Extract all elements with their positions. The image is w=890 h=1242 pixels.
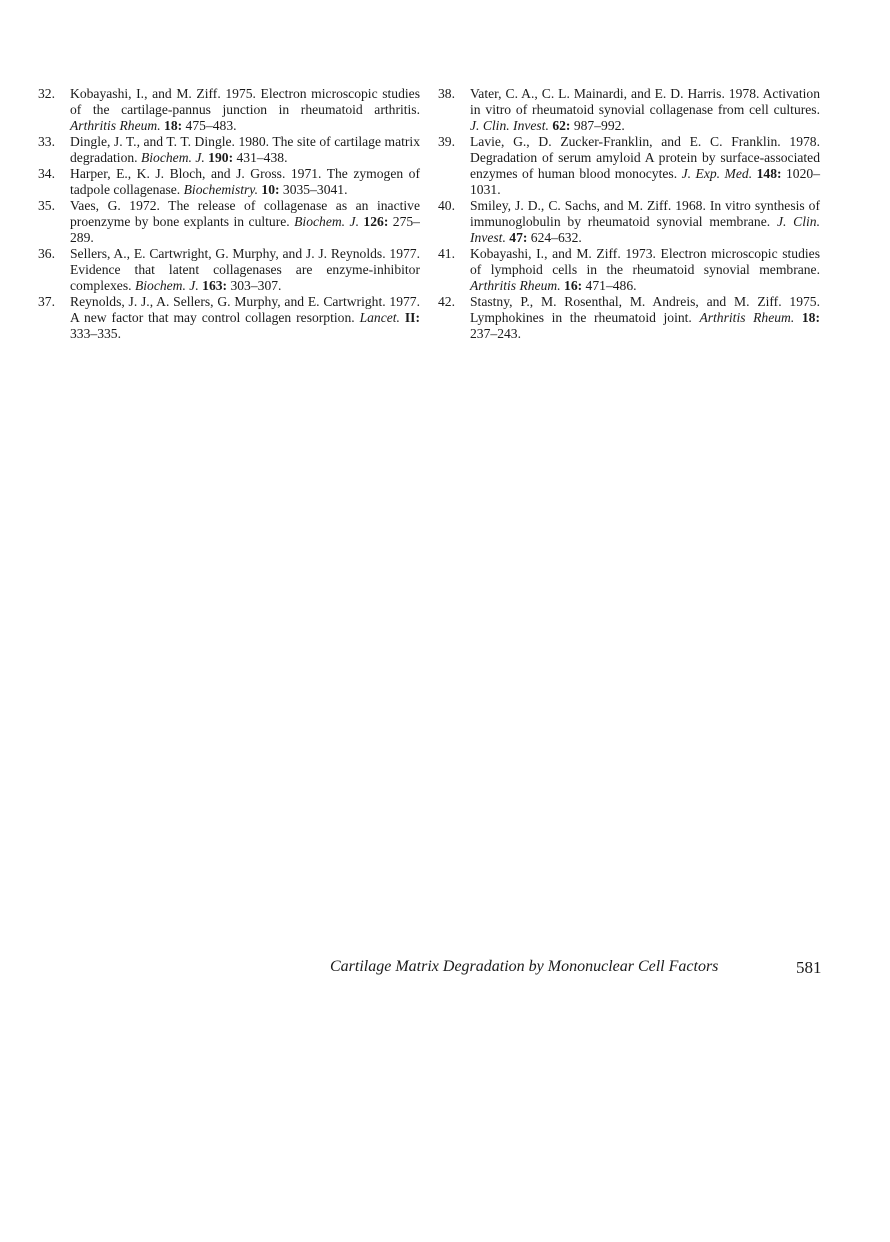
journal-name: Biochem. J.	[140, 150, 205, 165]
journal-name: Arthritis Rheum.	[470, 278, 561, 293]
reference-text: Smiley, J. D., C. Sachs, and M. Ziff. 1968. In vitro synthesis of immunoglobulin by rheumatoid synovial membrane.	[470, 198, 820, 229]
volume-number: II:	[404, 310, 420, 325]
reference-text: Reynolds, J. J., A. Sellers, G. Murphy, and E. Cartwright. 1977. A new factor that may control collagen resorption.	[70, 294, 420, 325]
volume-number: 47:	[509, 230, 528, 245]
reference-entry	[38, 86, 420, 134]
reference-text: Dingle, J. T., and T. T. Dingle. 1980. The site of cartilage matrix degradation.	[70, 134, 420, 165]
reference-text: Stastny, P., M. Rosenthal, M. Andreis, and M. Ziff. 1975. Lymphokines in the rheumatoid joint.	[470, 294, 820, 325]
volume-number: 148:	[756, 166, 782, 181]
journal-name: Lancet.	[359, 310, 400, 325]
reference-entry	[438, 86, 820, 134]
running-title: Cartilage Matrix Degradation by Mononuclear Cell Factors	[330, 958, 719, 975]
volume-separator	[794, 310, 802, 325]
references-left-column	[38, 86, 420, 342]
reference-number: 38.	[438, 86, 455, 101]
journal-name: Arthritis Rheum.	[70, 118, 161, 133]
volume-number: 18:	[801, 310, 820, 325]
volume-number: 18:	[164, 118, 183, 133]
reference-entry	[438, 246, 820, 294]
page-range: 333–335.	[70, 326, 121, 341]
volume-number: 163:	[202, 278, 228, 293]
reference-number: 36.	[38, 246, 55, 261]
journal-name: J. Clin. Invest.	[470, 118, 549, 133]
reference-entry	[38, 198, 420, 246]
reference-number: 32.	[38, 86, 55, 101]
page-range: 987–992.	[570, 118, 625, 133]
page-range: 475–483.	[182, 118, 237, 133]
reference-number: 33.	[38, 134, 55, 149]
reference-entry	[438, 134, 820, 198]
reference-entry	[38, 134, 420, 166]
page-range: 624–632.	[527, 230, 582, 245]
journal-name: J. Exp. Med.	[681, 166, 753, 181]
journal-name: J. Clin. Invest.	[470, 214, 820, 245]
volume-number: 126:	[363, 214, 389, 229]
volume-number: 62:	[552, 118, 571, 133]
reference-number: 37.	[38, 294, 55, 309]
journal-name: Biochemistry.	[183, 182, 258, 197]
reference-text: Kobayashi, I., and M. Ziff. 1973. Electron microscopic studies of lymphoid cells in the rheumatoid synovial membrane.	[470, 246, 820, 277]
reference-number: 39.	[438, 134, 455, 149]
reference-number: 35.	[38, 198, 55, 213]
journal-name: Biochem. J.	[134, 278, 199, 293]
references-right-column	[438, 86, 820, 342]
reference-text: Lavie, G., D. Zucker-Franklin, and E. C. Franklin. 1978. Degradation of serum amyloid A protein by surface-associated enzymes of human blood monocytes.	[470, 134, 820, 181]
page-number: 581	[796, 958, 822, 977]
reference-entry	[438, 294, 820, 342]
reference-number: 42.	[438, 294, 455, 309]
page-range: 303–307.	[227, 278, 282, 293]
page-range: 471–486.	[582, 278, 637, 293]
page-range: 275–289.	[70, 214, 420, 245]
reference-text: Sellers, A., E. Cartwright, G. Murphy, and J. J. Reynolds. 1977. Evidence that latent collagenases are enzyme-inhibitor complexes.	[70, 246, 420, 293]
reference-entry	[438, 198, 820, 246]
volume-number: 10:	[261, 182, 280, 197]
reference-number: 34.	[38, 166, 55, 181]
page-range: 3035–3041.	[279, 182, 348, 197]
page-range: 1020–1031.	[470, 166, 820, 197]
reference-text: Vaes, G. 1972. The release of collagenase as an inactive proenzyme by bone explants in culture.	[70, 198, 420, 229]
reference-entry	[38, 166, 420, 198]
page-range: 431–438.	[233, 150, 288, 165]
reference-text: Kobayashi, I., and M. Ziff. 1975. Electron microscopic studies of the cartilage-pannus junction in rheumatoid arthritis.	[70, 86, 420, 117]
reference-entry	[38, 246, 420, 294]
reference-text: Harper, E., K. J. Bloch, and J. Gross. 1971. The zymogen of tadpole collagenase.	[70, 166, 420, 197]
reference-number: 41.	[438, 246, 455, 261]
reference-number: 40.	[438, 198, 455, 213]
volume-number: 190:	[208, 150, 234, 165]
journal-name: Arthritis Rheum.	[699, 310, 795, 325]
volume-number: 16:	[564, 278, 583, 293]
page-range: 237–243.	[470, 326, 521, 341]
journal-name: Biochem. J.	[294, 214, 359, 229]
reference-text: Vater, C. A., C. L. Mainardi, and E. D. Harris. 1978. Activation in vitro of rheumatoid synovial collagenase from cell cultures.	[470, 86, 820, 117]
reference-entry	[38, 294, 420, 342]
page-footer	[330, 958, 830, 976]
